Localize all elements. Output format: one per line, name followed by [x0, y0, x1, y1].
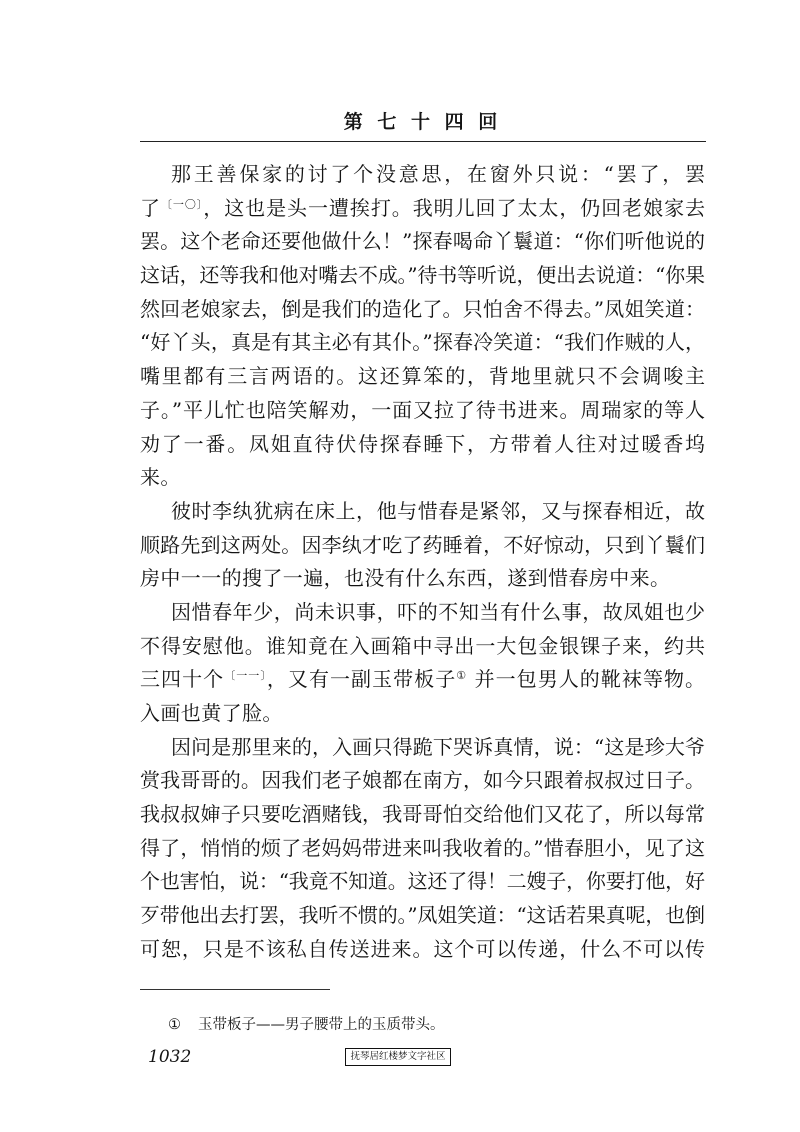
text-line [140, 158, 708, 192]
footnote-marker: ① [168, 1017, 181, 1033]
text-line [140, 394, 705, 428]
text-line [140, 596, 705, 630]
line-content [140, 865, 705, 899]
line-text: 了 [140, 195, 161, 220]
line-text: 顺路先到这两处。因李纨才吃了药睡着，不好惊动，只到丫鬟们 [140, 532, 706, 557]
line-content [140, 192, 706, 226]
text-line [140, 562, 705, 596]
line-content [171, 731, 705, 765]
line-text: 并一包男人的靴袜等物。 [467, 667, 707, 692]
line-text: 因问是那里来的，入画只得跪下哭诉真情，说：“这是珍大爷 [171, 734, 706, 759]
line-content [140, 832, 705, 866]
line-text: 赏我哥哥的。因我们老子娘都在南方，如今只跟着叔叔过日子。 [140, 768, 706, 793]
text-line [140, 697, 705, 731]
line-content [140, 326, 705, 360]
line-text: 歹带他出去打罢，我听不惯的。”凤姐笑道：“这话若果真呢，也倒 [140, 903, 705, 928]
text-line [140, 461, 705, 495]
line-content [140, 225, 705, 259]
line-text: 那王善保家的讨了个没意思，在窗外只说：“罢了，罢 [171, 162, 708, 186]
line-content [140, 461, 181, 495]
annotation-marker: ① [456, 669, 468, 683]
line-content [140, 428, 707, 462]
text-line [140, 832, 705, 866]
annotation-marker: 〔一一〕 [224, 669, 267, 683]
line-text: “好丫头，真是有其主必有其仆。”探春冷笑道：“我们作贼的人， [140, 330, 706, 355]
text-line [140, 259, 705, 293]
line-content [140, 293, 705, 327]
line-text: 嘴里都有三言两语的。这还算笨的，背地里就只不会调唆主 [140, 364, 707, 389]
text-line [140, 933, 705, 967]
line-text: 因惜春年少，尚未识事，吓的不知当有什么事，故凤姐也少 [171, 599, 706, 624]
line-text: 彼时李纨犹病在床上，他与惜春是紧邻，又与探春相近，故 [171, 498, 706, 523]
text-line [140, 192, 705, 226]
text-line [140, 529, 705, 563]
text-line [140, 495, 705, 529]
line-text: ，又有一副玉带板子 [266, 667, 457, 692]
line-content [140, 630, 706, 664]
line-text: 子。”平儿忙也陪笑解劝，一面又拉了待书进来。周瑞家的等人 [140, 397, 706, 422]
text-line [140, 326, 705, 360]
body-text [140, 158, 708, 967]
paragraph [140, 731, 705, 967]
text-line [140, 360, 705, 394]
text-line [140, 293, 705, 327]
page-number: 1032 [148, 1047, 192, 1067]
line-content [171, 596, 706, 630]
header-rule [140, 141, 706, 142]
line-content [140, 360, 707, 394]
line-content [140, 259, 705, 293]
footnote-text: 玉带板子——男子腰带上的玉质带头。 [198, 1017, 445, 1033]
chapter-title: 第 七 十 四 回 [343, 111, 502, 133]
line-content [171, 158, 708, 192]
line-text: ，这也是头一遭挨打。我明儿回了太太，仍回老娘家去 [203, 195, 706, 220]
text-line [140, 731, 705, 765]
paragraph [140, 495, 705, 596]
text-line [140, 428, 705, 462]
line-text: 得了，悄悄的烦了老妈妈带进来叫我收着的。”惜春胆小，见了这 [140, 835, 706, 860]
footnote [168, 1015, 445, 1035]
line-content [140, 562, 670, 596]
paragraph [140, 158, 708, 495]
text-line [140, 798, 705, 832]
line-text: 然回老娘家去，倒是我们的造化了。只怕舍不得去。”凤姐笑道： [140, 296, 706, 321]
line-content [140, 764, 705, 798]
line-content [140, 697, 283, 731]
line-content [140, 899, 705, 933]
text-line [140, 764, 705, 798]
footnote-rule [140, 989, 330, 990]
line-text: 房中一一的搜了一遍，也没有什么东西，遂到惜春房中来。 [140, 566, 671, 591]
library-stamp: 抚琴居红楼梦文字社区 [345, 1048, 451, 1066]
line-content [140, 663, 706, 697]
annotation-marker: 〔一〇〕 [160, 197, 204, 211]
text-line [140, 630, 705, 664]
line-text: 来。 [140, 465, 181, 490]
text-line [140, 899, 705, 933]
line-text: 不得安慰他。谁知竟在入画箱中寻出一大包金银锞子来，约共 [140, 633, 706, 658]
line-content [140, 933, 706, 967]
line-text: 这话，还等我和他对嘴去不成。”待书等听说，便出去说道：“你果 [140, 263, 705, 288]
line-content [140, 394, 706, 428]
line-content [140, 798, 705, 832]
paragraph [140, 596, 705, 731]
line-text: 三四十个 [140, 667, 225, 692]
line-text: 罢。这个老命还要他做什么！”探春喝命丫鬟道：“你们听他说的 [140, 229, 706, 254]
line-text: 劝了一番。凤姐直待伏侍探春睡下，方带着人往对过暖香坞 [140, 431, 707, 456]
text-line [140, 865, 705, 899]
line-content [171, 495, 706, 529]
text-line [140, 225, 705, 259]
line-text: 可恕，只是不该私自传送进来。这个可以传递，什么不可以传 [140, 936, 706, 961]
line-text: 我叔叔婶子只要吃酒赌钱，我哥哥怕交给他们又花了，所以每常 [140, 802, 706, 827]
text-line [140, 663, 705, 697]
line-text: 个也害怕，说：“我竟不知道。这还了得！二嫂子，你要打他，好 [140, 869, 705, 894]
line-text: 入画也黄了脸。 [140, 701, 283, 725]
line-content [140, 529, 705, 563]
